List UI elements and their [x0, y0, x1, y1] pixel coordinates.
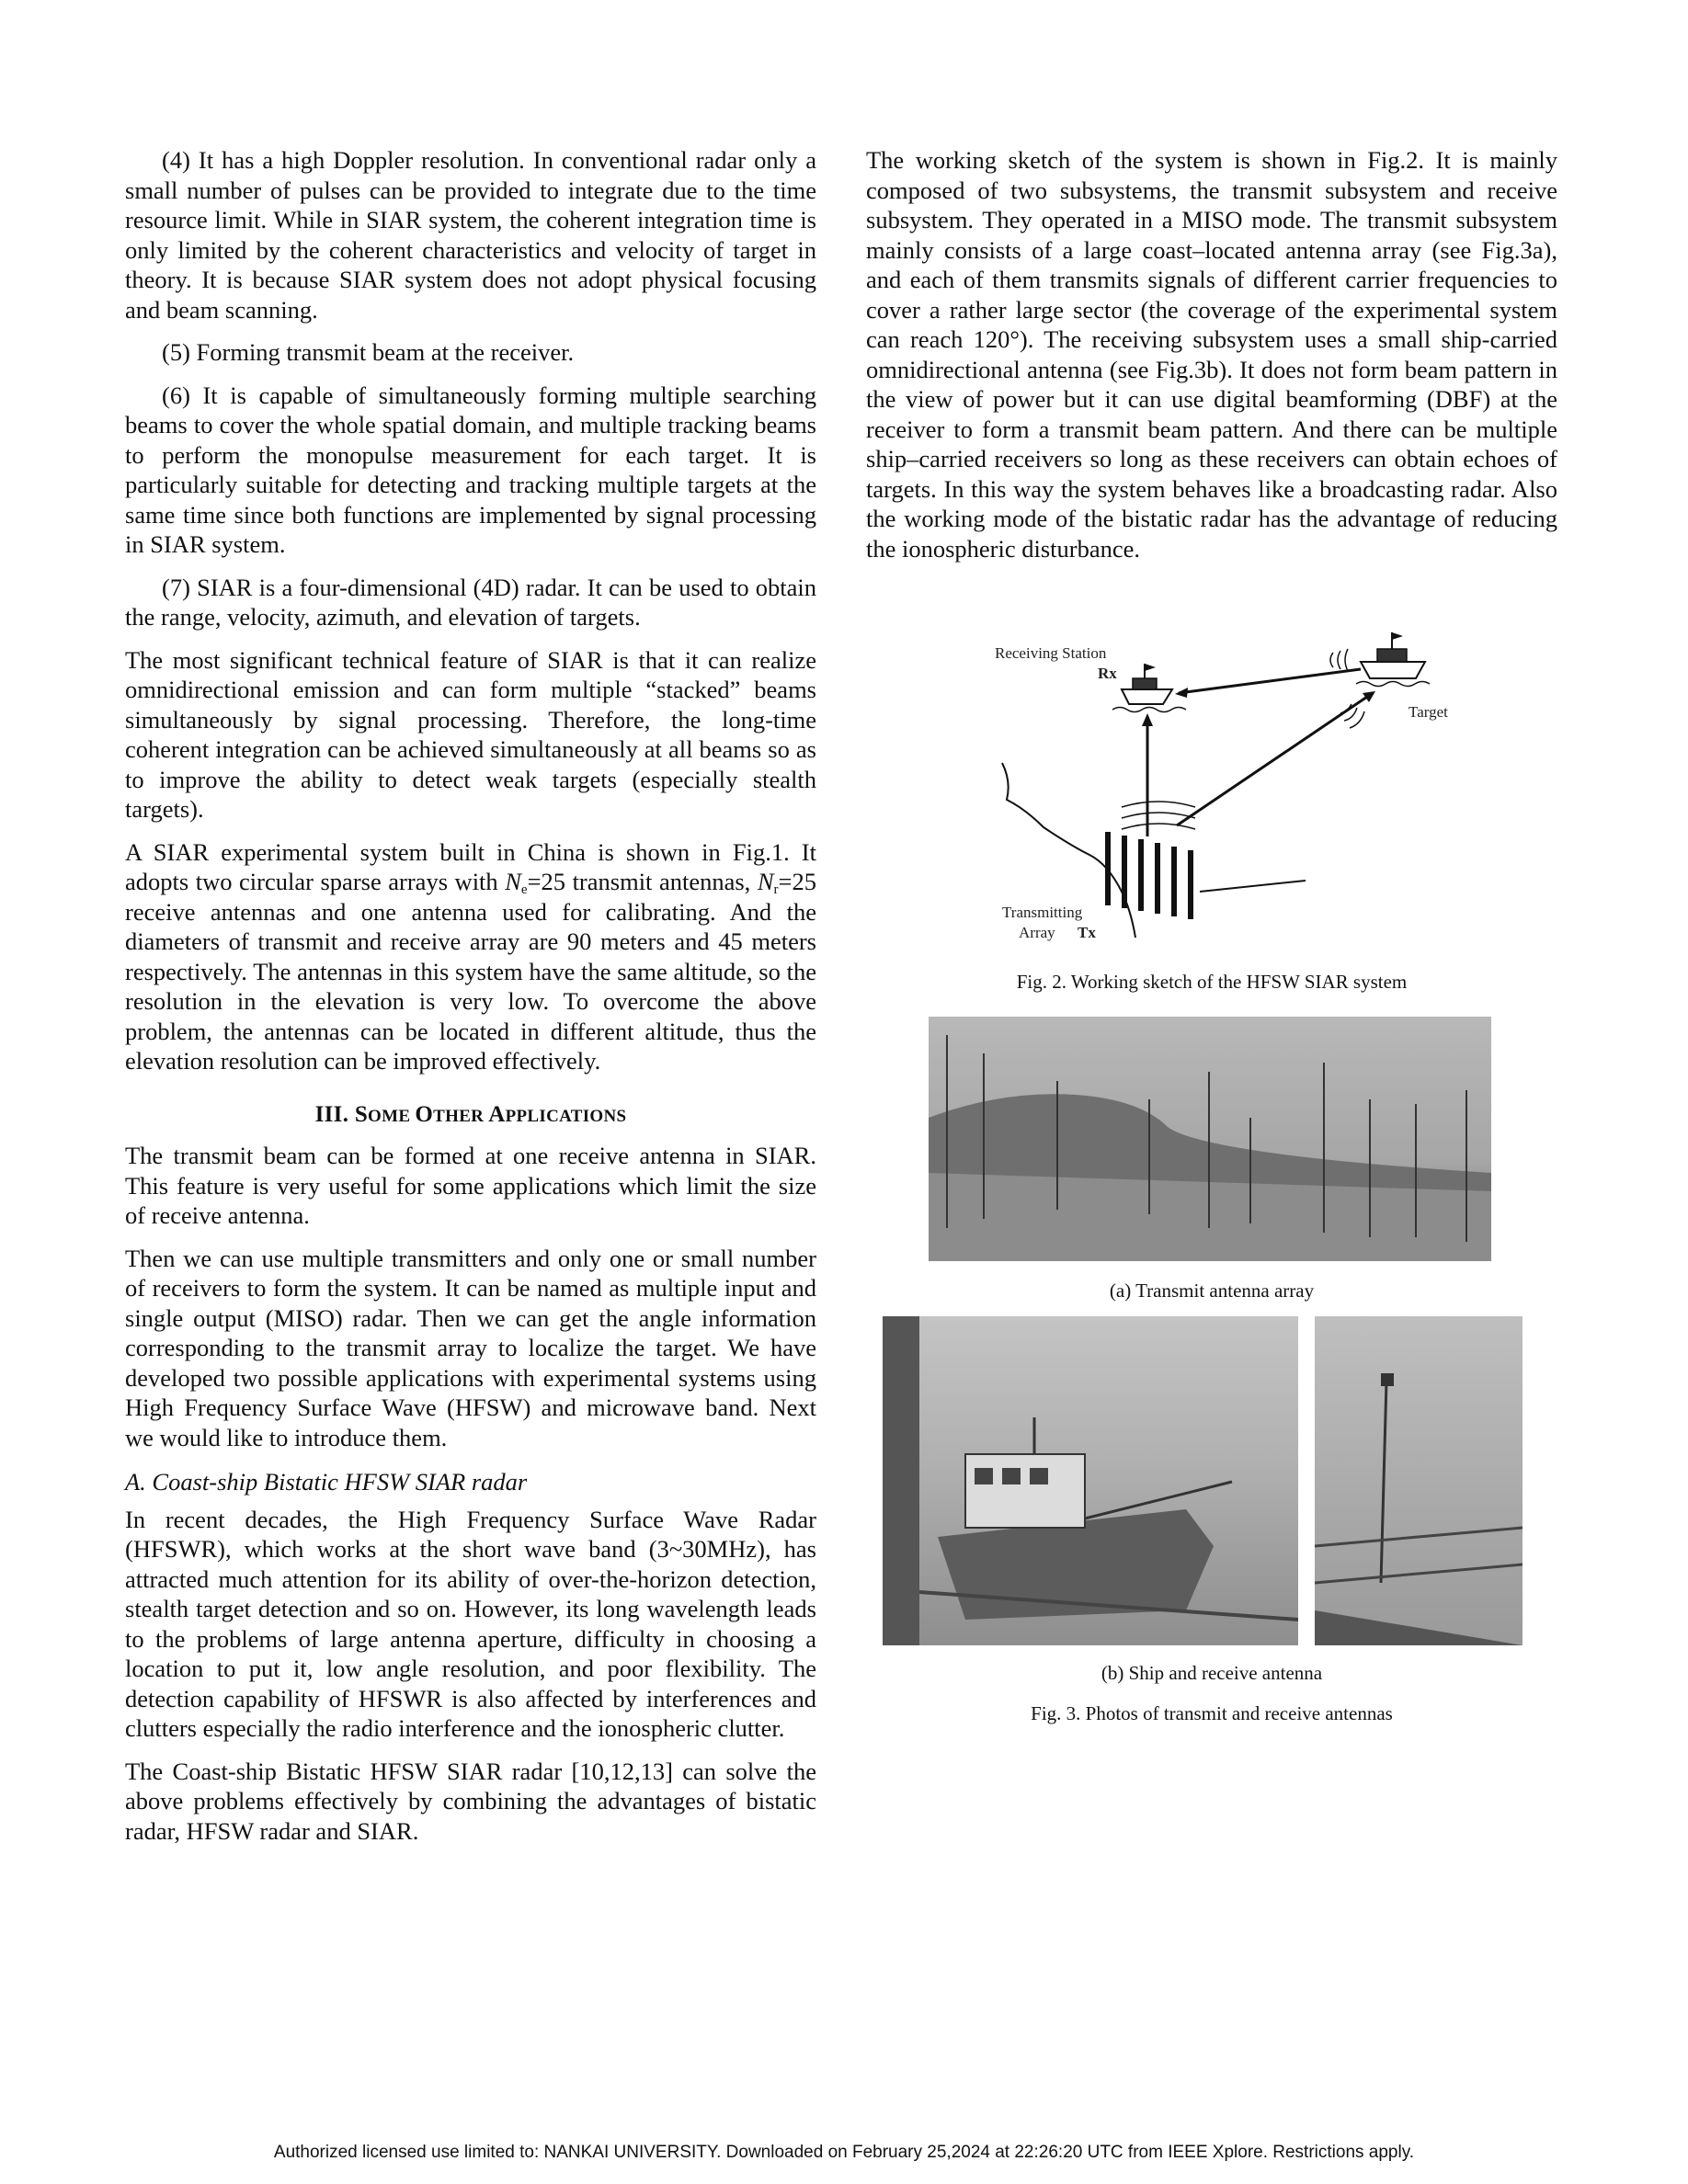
- transmit-array-icon: [1108, 832, 1191, 919]
- label-rx: Rx: [1098, 665, 1117, 682]
- paragraph-coast-ship: The Coast-ship Bistatic HFSW SIAR radar [10,12,13] can solve the above problems effectively by combining the advantages of bistatic radar, HFSW radar and SIAR.: [125, 1757, 816, 1845]
- paragraph-technical-feature: The most significant technical feature of SIAR is that it can realize omnidirectional emission and can form multiple “stacked” beams simultaneously by signal processing. Therefore, the long-time coherent integration can be achieved simultaneously at all beams so as to improve the ability to detect weak targets (especially stealth targets).: [125, 645, 816, 823]
- paragraph-multiple-beams: (6) It is capable of simultaneously forming multiple searching beams to cover the whole spatial domain, and multiple tracking beams to perform the monopulse measurement for each target. It is particularly suitable for detecting and tracking multiple targets at the same time since both functions are implemented by signal processing in SIAR system.: [125, 381, 816, 558]
- left-column: [125, 145, 816, 1859]
- target-ship-icon: [1356, 632, 1430, 687]
- receive-antenna-photo: [1315, 1316, 1523, 1645]
- transmit-antenna-array-photo: [929, 1017, 1491, 1261]
- paragraph-4d-radar: (7) SIAR is a four-dimensional (4D) radar. It can be used to obtain the range, velocity, azimuth, and elevation of targets.: [125, 573, 816, 631]
- paragraph-experimental-system: A SIAR experimental system built in China is shown in Fig.1. It adopts two circular sparse arrays with $N_e=25$ transmit antennas, $N_r=25$ receive antennas and one antenna used for calibrating. And the diameters of transmit and receive array are 90 meters and 45 meters respectively. The antennas in this system have the same altitude, so the resolution in the elevation is very low. To overcome the above problem, the antennas can be located in different altitude, thus the elevation resolution can be improved effectively.: [125, 837, 816, 1075]
- label-transmitting: Transmitting: [1002, 904, 1083, 921]
- paragraph-transmit-beam: (5) Forming transmit beam at the receiver.: [162, 338, 575, 366]
- paragraph-miso-radar: Then we can use multiple transmitters and only one or small number of receivers to form the system. It can be named as multiple input and single output (MISO) radar. Then we can get the angle information corresponding to the transmit array to localize the target. We have developed two possible applications with experimental systems using High Frequency Surface Wave (HFSW) and microwave band. Next we would like to introduce them.: [125, 1244, 816, 1451]
- license-footer: Authorized licensed use limited to: NANKAI UNIVERSITY. Downloaded on February 25,2024 at 22:26:20 UTC from IEEE Xplore. Restrictions apply.: [273, 2143, 1415, 2162]
- receiving-ship-icon: [1112, 664, 1186, 712]
- paragraph-doppler-resolution: (4) It has a high Doppler resolution. In conventional radar only a small number of pulses can be provided to integrate due to the time resource limit. While in SIAR system, the coherent integration time is only limited by the coherent characteristics and velocity of target in theory. It is because SIAR system does not adopt physical focusing and beam scanning.: [125, 146, 816, 324]
- label-array: Array: [1019, 924, 1055, 941]
- subsection-heading: A. Coast-ship Bistatic HFSW SIAR radar: [125, 1468, 528, 1496]
- label-tx: Tx: [1078, 924, 1096, 941]
- figure-2-caption: Fig. 2. Working sketch of the HFSW SIAR system: [1016, 971, 1408, 993]
- paragraph-hfswr: In recent decades, the High Frequency Surface Wave Radar (HFSWR), which works at the short wave band (3~30MHz), has attracted much attention for its ability of over-the-horizon detection, stealth target detection and so on. However, its long wavelength leads to the problems of large antenna aperture, difficulty in choosing a location to put it, low angle resolution, and poor flexibility. The detection capability of HFSWR is also affected by interferences and clutters especially the radio interference and the ionospheric clutter.: [125, 1505, 816, 1742]
- figure-3b-caption: (b) Ship and receive antenna: [1101, 1662, 1323, 1684]
- paragraph-working-sketch: The working sketch of the system is shown in Fig.2. It is mainly composed of two subsystems, the transmit subsystem and receive subsystem. They operated in a MISO mode. The transmit subsystem mainly consists of a large coast–located antenna array (see Fig.3a), and each of them transmits signals of different carrier frequencies to cover a rather large sector (the coverage of the experimental system can reach 120°). The receiving subsystem uses a small ship-carried omnidirectional antenna (see Fig.3b). It does not form beam pattern in the view of power but it can use digital beamforming (DBF) at the receiver to form a transmit beam pattern. And there can be multiple ship–carried receivers so long as these receivers can obtain echoes of targets. In this way the system behaves like a broadcasting radar. Also the working mode of the bistatic radar has the advantage of reducing the ionospheric disturbance.: [866, 146, 1557, 563]
- ship-photo: [883, 1316, 1298, 1645]
- figure-3-caption: Fig. 3. Photos of transmit and receive antennas: [1031, 1702, 1393, 1724]
- section-heading: III. SOME OTHER APPLICATIONS: [314, 1101, 627, 1127]
- figure-3a-caption: (a) Transmit antenna array: [1109, 1280, 1315, 1302]
- label-target: Target: [1409, 703, 1448, 721]
- right-column: [866, 145, 1557, 576]
- arrow-target-to-rx: [1179, 669, 1361, 693]
- arrow-tx-to-target: [1177, 695, 1370, 825]
- figure-2-sketch: [984, 625, 1499, 956]
- label-receiving-station: Receiving Station: [995, 644, 1107, 662]
- paragraph-transmit-beam-receive: The transmit beam can be formed at one receive antenna in SIAR. This feature is very useful for some applications which limit the size of receive antenna.: [125, 1142, 816, 1229]
